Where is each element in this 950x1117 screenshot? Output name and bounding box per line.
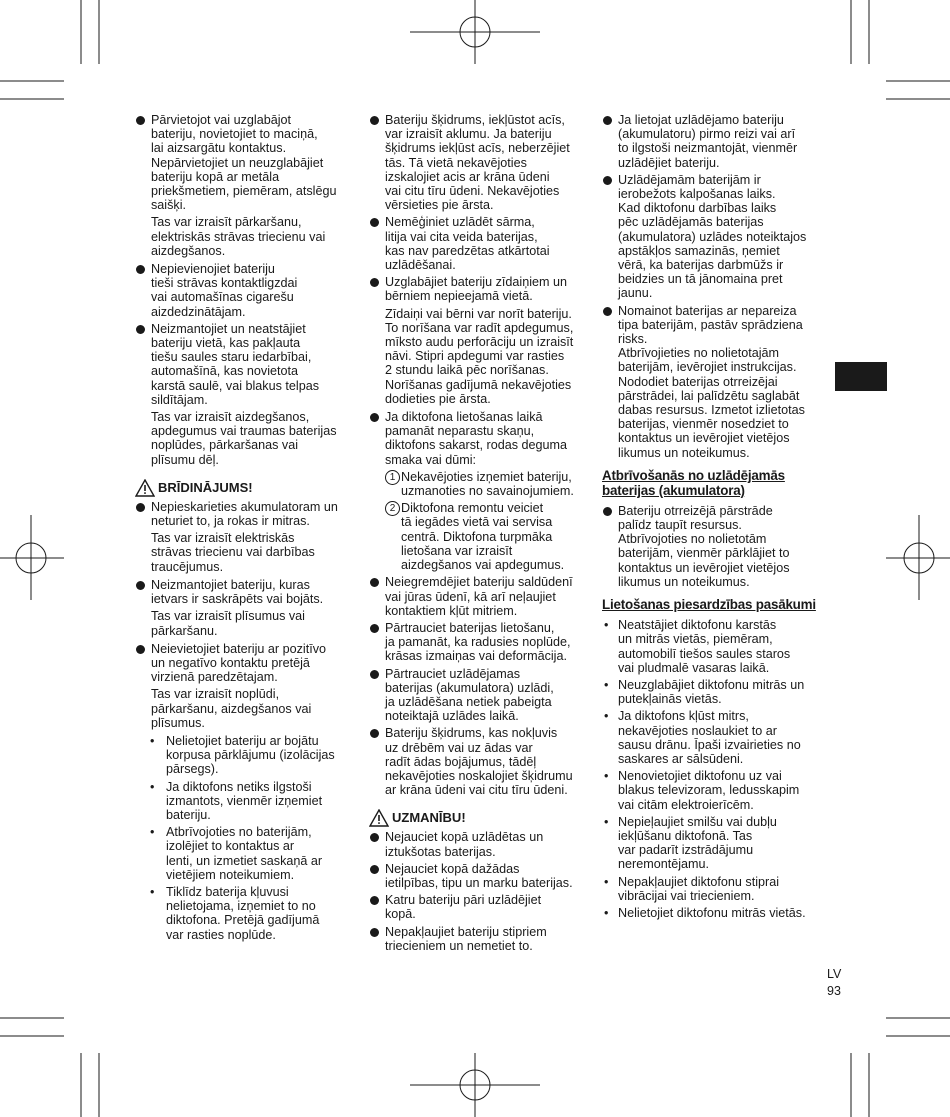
caution-heading bbox=[369, 809, 594, 827]
list-item: Pārtrauciet baterijas lietošanu, ja pamanāt, ka radusies noplūde, krāsas izmaiņas vai deformācija. bbox=[369, 621, 594, 664]
list-item: Bateriju šķidrums, iekļūstot acīs, var izraisīt aklumu. Ja bateriju šķidrums iekļūst acīs, neberzējiet tās. Tā vietā nekavējoties izskalojiet acis ar krāna ūdeni vai citu tīru ūdeni. Nekavējoties vērsieties pie ārsta. bbox=[369, 113, 594, 212]
page-number: 93 bbox=[827, 984, 841, 998]
warning-title: BRĪDINĀJUMS! bbox=[158, 479, 253, 495]
list-item: Nepievienojiet bateriju tieši strāvas kontaktligzdai vai automašīnas cigarešu aizdedzinātājam. bbox=[135, 262, 360, 319]
caution-title: UZMANĪBU! bbox=[392, 810, 466, 826]
list-item: • Ja diktofons kļūst mitrs, nekavējoties noslaukiet to ar sausu drānu. Īpaši izvairieties no saskares ar sālsūdeni. bbox=[602, 709, 824, 766]
column-2 bbox=[369, 113, 594, 956]
list-item: • Nepakļaujiet diktofonu stiprai vibrācijai vai triecieniem. bbox=[602, 875, 824, 903]
list-item: • Neuzglabājiet diktofonu mitrās un putekļainās vietās. bbox=[602, 678, 824, 706]
note-text: Zīdaiņi vai bērni var norīt bateriju. To norīšana var radīt apdegumus, mīksto audu perforāciju un izraisīt nāvi. Stipri apdegumi var rasties 2 stundu laikā pēc norīšanas. Norīšanas gadījumā nekavējoties dodieties pie ārsta. bbox=[385, 306, 574, 406]
list-item: • Neatstājiet diktofonu karstās un mitrās vietās, piemēram, automobilī tiešos saules staros vai pludmalē vasaras laikā. bbox=[602, 618, 824, 675]
list-item: • Nelietojiet diktofonu mitrās vietās. bbox=[602, 906, 824, 920]
section-tab-marker bbox=[835, 362, 887, 391]
list-item: Nejauciet kopā uzlādētas un iztukšotas baterijas. bbox=[369, 830, 594, 858]
list-item: Nepakļaujiet bateriju stipriem triecieniem un nemetiet to. bbox=[369, 925, 594, 953]
column-3 bbox=[602, 113, 824, 923]
list-item: Bateriju šķidrums, kas nokļuvis uz drēbēm vai uz ādas var radīt ādas bojājumus, tādēļ nekavējoties noskalojiet šķidrumu ar krāna ūdeni vai citu tīru ūdeni. bbox=[369, 726, 594, 797]
warning-triangle-icon bbox=[135, 479, 155, 497]
sub-list-item: • Atbrīvojoties no baterijām, izolējiet to kontaktus ar lenti, un izmetiet saskaņā ar vietējiem noteikumiem. bbox=[135, 825, 360, 882]
list-item: • Nepieļaujiet smilšu vai dubļu iekļūšanu diktofonā. Tas var padarīt izstrādājumu neremontējamu. bbox=[602, 815, 824, 872]
note-text: Tas var izraisīt pārkaršanu, elektriskās strāvas triecienu vai aizdegšanos. bbox=[151, 215, 326, 258]
column-1 bbox=[135, 113, 360, 945]
list-item: • Nenovietojiet diktofonu uz vai blakus televizoram, ledusskapim vai citām elektroierīcēm. bbox=[602, 769, 824, 812]
warning-heading bbox=[135, 479, 360, 497]
note-text: Tas var izraisīt plīsumus vai pārkaršanu. bbox=[151, 609, 305, 638]
section-heading-precautions: Lietošanas piesardzības pasākumi bbox=[602, 597, 816, 613]
list-item: Ja diktofona lietošanas laikā pamanāt neparastu skaņu, diktofons sakarst, rodas deguma smaka vai dūmi: bbox=[369, 410, 594, 467]
sub-list-item: • Tiklīdz baterija kļuvusi nelietojama, izņemiet to no diktofona. Pretējā gadījumā var rasties noplūde. bbox=[135, 885, 360, 942]
note-text: Tas var izraisīt aizdegšanos, apdegumus vai traumas baterijas noplūdes, pārkaršanas vai plīsumu dēļ. bbox=[151, 410, 337, 467]
list-item: Nepieskarieties akumulatoram un neturiet to, ja rokas ir mitras. bbox=[135, 500, 360, 528]
step-number: 2 bbox=[385, 501, 400, 516]
list-item: Ja lietojat uzlādējamo bateriju (akumulatoru) pirmo reizi vai arī to ilgstoši neizmantojāt, vienmēr uzlādējiet bateriju. bbox=[602, 113, 824, 170]
note-text: Tas var izraisīt noplūdi, pārkaršanu, aizdegšanos vai plīsumus. bbox=[151, 687, 312, 730]
note-text: Tas var izraisīt elektriskās strāvas triecienu vai darbības traucējumus. bbox=[151, 531, 315, 574]
list-item: Katru bateriju pāri uzlādējiet kopā. bbox=[369, 893, 594, 921]
list-item: Pārvietojot vai uzglabājot bateriju, novietojiet to maciņā, lai aizsargātu kontaktus. Nepārvietojiet un neuzglabājiet bateriju kopā ar metāla priekšmetiem, piemēram, atslēgu saišķi. bbox=[135, 113, 360, 212]
list-item: Neizmantojiet un neatstājiet bateriju vietā, kas pakļauta tiešu saules staru iedarbībai, automašīnā, kas novietota karstā saulē, vai blakus telpas sildītājam. bbox=[135, 322, 360, 407]
list-item: Neizmantojiet bateriju, kuras ietvars ir saskrāpēts vai bojāts. bbox=[135, 578, 360, 606]
list-item: Nemēģiniet uzlādēt sārma, litija vai cita veida baterijas, kas nav paredzētas atkārtotai uzlādēšanai. bbox=[369, 215, 594, 272]
list-item: Nomainot baterijas ar nepareiza tipa baterijām, pastāv sprādziena risks. Atbrīvojieties no nolietotajām baterijām, ievērojiet instrukcijas. Nododiet baterijas otrreizējai pārstrādei, lai palīdzētu saglabāt dabas resursus. Izmetot izlietotas baterijas, vienmēr nosedziet to kontaktus un ievērojiet vietējos likumus un noteikumus. bbox=[602, 304, 824, 460]
list-item: Neievietojiet bateriju ar pozitīvo un negatīvo kontaktu pretējā virzienā paredzētajam. bbox=[135, 642, 360, 685]
page-footer bbox=[827, 966, 841, 1000]
list-item: Bateriju otrreizējā pārstrāde palīdz taupīt resursus. Atbrīvojoties no nolietotām baterijām, vienmēr pārklājiet to kontaktus un ievērojiet vietējos likumus un noteikumus. bbox=[602, 504, 824, 589]
section-heading-disposal: Atbrīvošanās no uzlādējamās baterijas (akumulatora) bbox=[602, 467, 785, 498]
caution-triangle-icon bbox=[369, 809, 389, 827]
numbered-step: 2 Diktofona remontu veiciet tā iegādes vietā vai servisa centrā. Diktofona turpmāka lietošana var izraisīt aizdegšanos vai apdegumus. bbox=[369, 501, 594, 572]
sub-list-item: • Nelietojiet bateriju ar bojātu korpusa pārklājumu (izolācijas pārsegs). bbox=[135, 734, 360, 777]
numbered-step: 1 Nekavējoties izņemiet bateriju, uzmanoties no savainojumiem. bbox=[369, 470, 594, 498]
list-item: Neiegremdējiet bateriju saldūdenī vai jūras ūdenī, kā arī neļaujiet kontaktiem kļūt mitriem. bbox=[369, 575, 594, 618]
list-item: Pārtrauciet uzlādējamas baterijas (akumulatora) uzlādi, ja uzlādēšana netiek pabeigta noteiktajā uzlādes laikā. bbox=[369, 667, 594, 724]
sub-list-item: • Ja diktofons netiks ilgstoši izmantots, vienmēr izņemiet bateriju. bbox=[135, 780, 360, 823]
step-number: 1 bbox=[385, 470, 400, 485]
list-item: Uzglabājiet bateriju zīdaiņiem un bērniem nepieejamā vietā. bbox=[369, 275, 594, 303]
list-item: Nejauciet kopā dažādas ietilpības, tipu un marku baterijas. bbox=[369, 862, 594, 890]
language-code: LV bbox=[827, 967, 842, 981]
list-item: Uzlādējamām baterijām ir ierobežots kalpošanas laiks. Kad diktofonu darbības laiks pēc uzlādējamās baterijas (akumulatora) uzlādes noteiktajos apstākļos samazinās, ņemiet vērā, ka baterijas darbmūžs ir beidzies un tā jānomaina pret jaunu. bbox=[602, 173, 824, 301]
